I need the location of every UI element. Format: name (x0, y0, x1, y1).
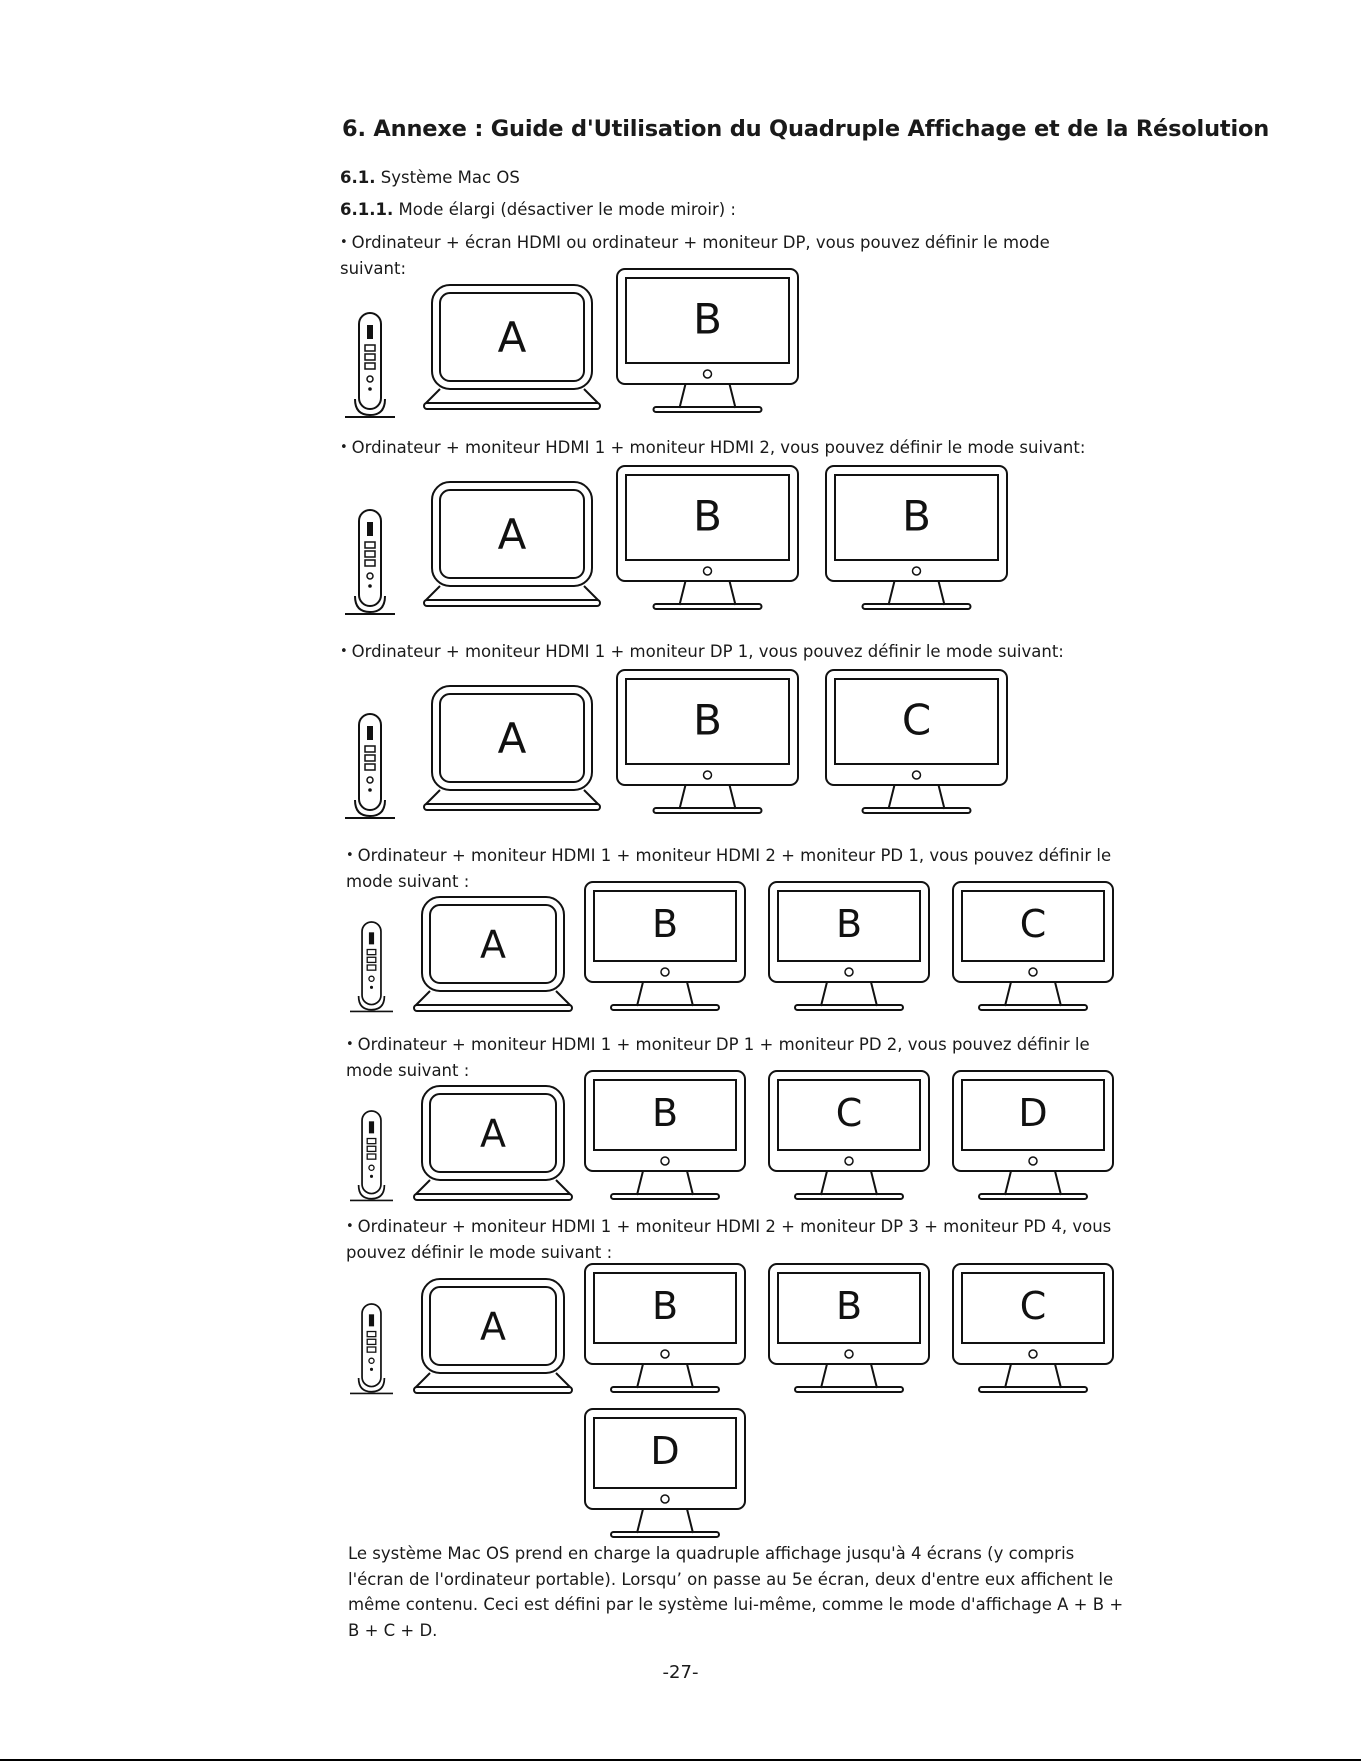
monitor-label: B (693, 695, 722, 745)
config-5-text: Ordinateur + moniteur HDMI 1 + moniteur DP 1 + moniteur PD 2, vous pouvez définir le mode suivant : (346, 1035, 1090, 1080)
monitor-label: B (651, 1284, 679, 1329)
config-6-text: Ordinateur + moniteur HDMI 1 + moniteur HDMI 2 + moniteur DP 3 + moniteur PD 4, vous pouvez définir le mode suivant : (346, 1217, 1112, 1262)
monitor-icon (769, 1264, 929, 1392)
section-number: 6.1. (340, 168, 376, 187)
hub-port (367, 1332, 376, 1337)
monitor-foot (979, 1387, 1087, 1392)
monitor-label: B (651, 1091, 679, 1136)
monitor-power-icon (845, 1350, 853, 1358)
bullet-icon: • (346, 1219, 354, 1234)
monitor-label: D (1018, 1091, 1048, 1136)
monitor-power-icon (661, 1495, 669, 1503)
config-2-text: Ordinateur + moniteur HDMI 1 + moniteur HDMI 2, vous pouvez définir le mode suivant: (351, 438, 1086, 457)
monitor-label: B (651, 902, 679, 947)
monitor-label: B (693, 294, 722, 344)
monitor-icon (585, 1409, 745, 1537)
usb-hub-icon (350, 1304, 393, 1393)
bullet-icon: • (346, 848, 354, 863)
laptop-icon (414, 1279, 572, 1393)
monitor-icon (585, 1264, 745, 1392)
subsection-number: 6.1.1. (340, 200, 394, 219)
laptop-label: A (497, 510, 527, 560)
bullet-icon: • (340, 440, 348, 455)
monitor-label: B (902, 491, 931, 541)
monitor-foot (611, 1387, 719, 1392)
monitor-icon (953, 1264, 1113, 1392)
hub-port (369, 1314, 374, 1326)
subsection-label: Mode élargi (désactiver le mode miroir) : (398, 200, 736, 219)
laptop-label: A (480, 1111, 506, 1156)
monitor-label: C (1019, 902, 1047, 947)
monitor-label: C (1019, 1284, 1047, 1329)
hub-port (367, 1339, 376, 1344)
monitor-stand (821, 1364, 877, 1388)
monitor-label: D (650, 1429, 680, 1474)
laptop-label: A (497, 313, 527, 363)
section-label: Système Mac OS (380, 168, 520, 187)
monitor-stand (1005, 1364, 1061, 1388)
monitor-foot (795, 1387, 903, 1392)
laptop-label: A (480, 1304, 506, 1349)
laptop-label: A (497, 714, 527, 764)
footnote-paragraph: Le système Mac OS prend en charge la quadruple affichage jusqu'à 4 écrans (y compris l'écran de l'ordinateur portable). Lorsqu’ on passe au 5e écran, deux d'entre eux affichent le même contenu. Ceci est défini par le système lui-même, comme le mode d'affichage A + B + B + C + D. (348, 1544, 1124, 1640)
monitor-power-icon (661, 1350, 669, 1358)
monitor-stand (637, 1509, 693, 1533)
monitor-label: B (693, 491, 722, 541)
page-title: 6. Annexe : Guide d'Utilisation du Quadruple Affichage et de la Résolution (342, 116, 1270, 142)
hub-led (370, 1368, 373, 1371)
config-1-text: Ordinateur + écran HDMI ou ordinateur + moniteur DP, vous pouvez définir le mode suivant: (340, 233, 1050, 278)
hub-port (369, 1358, 374, 1363)
hub-port (367, 1347, 376, 1352)
bullet-icon: • (340, 235, 348, 250)
monitor-label: B (835, 902, 863, 947)
monitor-label: C (835, 1091, 863, 1136)
laptop-base (414, 1387, 572, 1393)
laptop-label: A (480, 922, 506, 967)
config-3-text: Ordinateur + moniteur HDMI 1 + moniteur DP 1, vous pouvez définir le mode suivant: (351, 642, 1064, 661)
config-4-text: Ordinateur + moniteur HDMI 1 + moniteur HDMI 2 + moniteur PD 1, vous pouvez définir le mode suivant : (346, 846, 1112, 891)
page-number: -27- (662, 1662, 699, 1683)
bullet-icon: • (340, 644, 348, 659)
monitor-label: B (835, 1284, 863, 1329)
monitor-foot (611, 1532, 719, 1537)
laptop-hinge (416, 1373, 570, 1387)
monitor-power-icon (1029, 1350, 1037, 1358)
monitor-stand (637, 1364, 693, 1388)
bullet-icon: • (346, 1037, 354, 1052)
monitor-label: C (901, 695, 932, 745)
